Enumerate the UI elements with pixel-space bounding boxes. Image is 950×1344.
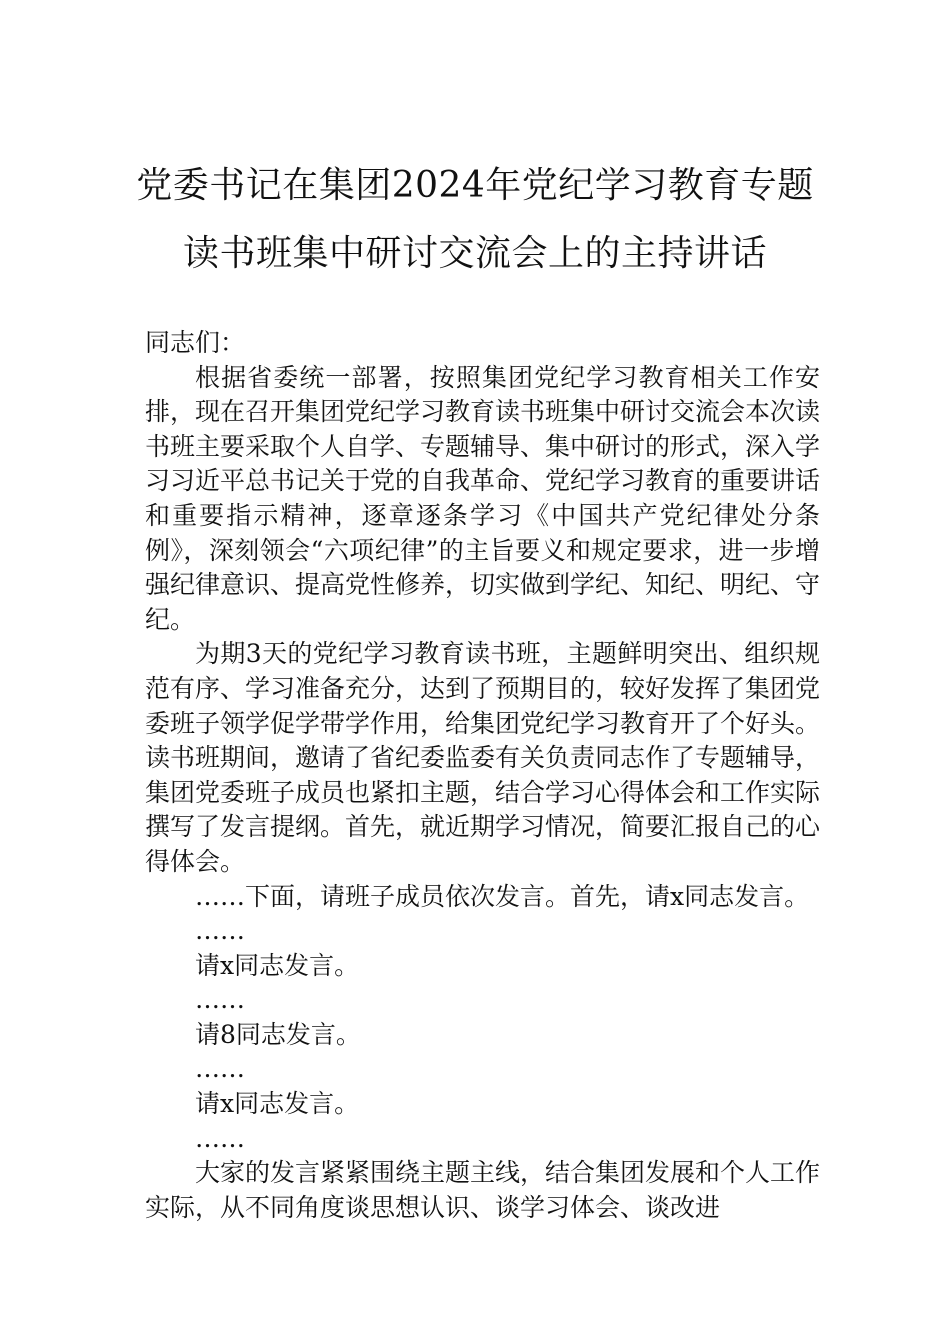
paragraph-3: ……下面，请班子成员依次发言。首先，请x同志发言。 [195,881,810,911]
ellipsis-line-2: …… [195,985,245,1015]
paragraph-closing: 大家的发言紧紧围绕主题主线，结合集团发展和个人工作实际，从不同角度谈思想认识、谈学习体会、谈改进 [145,1158,821,1222]
speaker-line-2: 请8同志发言。 [195,1019,361,1049]
document-title-line-1: 党委书记在集团2024年党纪学习教育专题 [136,165,814,206]
speaker-line-3: 请x同志发言。 [195,1089,360,1119]
document-body [145,326,820,1225]
ellipsis-line-4: …… [195,1123,245,1153]
document-title-line-2: 读书班集中研讨交流会上的主持讲话 [182,233,767,274]
ellipsis-line-3: …… [195,1054,245,1084]
paragraph-2: 为期3天的党纪学习教育读书班，主题鲜明突出、组织规范有序、学习准备充分，达到了预期目的，较好发挥了集团党委班子领学促学带学作用，给集团党纪学习教育开了个好头。读书班期间，邀请了省纪委监委有关负责同志作了专题辅导，集团党委班子成员也紧扣主题，结合学习心得体会和工作实际撰写了发言提纲。首先，就近期学习情况，简要汇报自己的心得体会。 [145,639,821,876]
speaker-line-1: 请x同志发言。 [195,950,360,980]
salutation: 同志们： [145,328,246,357]
paragraph-1: 根据省委统一部署，按照集团党纪学习教育相关工作安排，现在召开集团党纪学习教育读书班集中研讨交流会本次读书班主要采取个人自学、专题辅导、集中研讨的形式，深入学习习近平总书记关于党的自我革命、党纪学习教育的重要讲话和重要指示精神，逐章逐条学习《中国共产党纪律处分条例》，深刻领会“六项纪律”的主旨要义和规定要求，进一步增强纪律意识、提高党性修养，切实做到学纪、知纪、明纪、守纪。 [145,362,821,634]
ellipsis-line-1: …… [195,916,245,946]
